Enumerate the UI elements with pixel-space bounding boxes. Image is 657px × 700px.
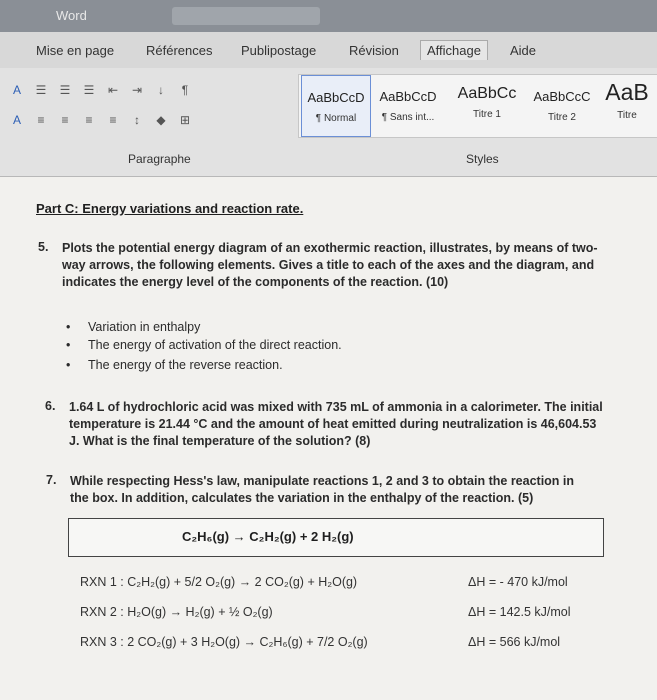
paragraph-group-label: Paragraphe [128,152,191,166]
shading-icon[interactable]: ◆ [156,113,166,127]
style-name: Titre 1 [473,109,501,120]
target-reaction-box [68,518,604,557]
q7-number: 7. [46,473,57,487]
rxn-3: RXN 3 : 2 CO₂(g) + 3 H₂O(g) → C₂H₆(g) + 7/2 O₂(g) [80,635,368,649]
style-sample: AaBbCcD [379,89,437,104]
multilevel-list-icon[interactable]: ☰ [83,83,95,97]
line-spacing-icon[interactable]: ↕ [134,113,140,127]
sort-icon[interactable]: ↓ [158,83,164,97]
q5-text: Plots the potential energy diagram of an exothermic reaction, illustrates, by means of two-way arrows, the following elements. Gives a title to each of the axes and the diagram, and indicates the energy level of the components of the reaction. (10) [62,241,598,289]
styles-gallery [298,74,657,138]
align-right-icon[interactable]: ≡ [85,113,93,127]
style-heading2[interactable] [527,75,597,135]
q6-text: 1.64 L of hydrochloric acid was mixed with 735 mL of ammonia in a calorimeter. The initial temperature is 21.44 °C and the amount of heat emitted during neutralization is 46,604.53 J. What is the final temperature of the solution? (8) [69,400,603,448]
pilcrow-icon[interactable]: ¶ [181,83,189,97]
style-name: Titre [617,110,637,121]
app-title: Word [56,8,87,23]
search-box[interactable] [172,7,320,25]
style-sample: AaBbCc [457,85,517,102]
style-sample: AaBbCcD [307,90,365,105]
title-bar [0,0,657,32]
tab-layout[interactable]: Mise en page [36,43,115,58]
q5-bullet-2: • The energy of activation of the direct reaction. [88,337,538,354]
rxn-1: RXN 1 : C₂H₂(g) + 5/2 O₂(g) → 2 CO₂(g) + H₂O(g) [80,575,358,589]
text-effects-icon[interactable]: A [12,83,21,97]
style-sample: AaB [605,79,649,105]
numbering-icon[interactable]: ☰ [59,83,71,97]
style-name: ¶ Normal [315,113,357,124]
tab-mailings[interactable]: Publipostage [241,43,317,58]
target-reaction: C₂H₆(g) → C₂H₂(g) + 2 H₂(g) [182,529,354,544]
style-name: Titre 2 [548,112,576,123]
tab-view[interactable]: Affichage [420,40,488,60]
ribbon [0,68,657,177]
rxn-2: RXN 2 : H₂O(g) → H₂(g) + ½ O₂(g) [80,605,273,619]
justify-icon[interactable]: ≡ [109,113,117,127]
align-left-icon[interactable]: ≡ [37,113,45,127]
tab-help[interactable]: Aide [510,43,537,58]
styles-group-label: Styles [466,152,499,166]
font-color-icon[interactable]: A [12,113,21,127]
bullets-icon[interactable]: ☰ [35,83,47,97]
align-center-icon[interactable]: ≡ [61,113,69,127]
rxn-1-enthalpy: ΔH = - 470 kJ/mol [468,575,568,589]
decrease-indent-icon[interactable]: ⇤ [107,83,119,97]
style-sample: AaBbCcC [533,89,591,104]
rxn-2-enthalpy: ΔH = 142.5 kJ/mol [468,605,571,619]
rxn-3-enthalpy: ΔH = 566 kJ/mol [468,635,561,649]
section-heading: Part C: Energy variations and reaction rate. [36,201,304,216]
q7-text: While respecting Hess's law, manipulate reactions 1, 2 and 3 to obtain the reaction in the box. In addition, calculates the variation in the enthalpy of the reaction. (5) [70,474,575,505]
borders-icon[interactable]: ⊞ [179,113,191,127]
style-normal[interactable] [301,75,371,137]
style-name: ¶ Sans int... [381,112,435,123]
q5-bullet-3: • The energy of the reverse reaction. [88,357,538,374]
q6-number: 6. [45,399,56,413]
q5-number: 5. [38,240,49,254]
tab-review[interactable]: Révision [349,43,399,58]
document-page[interactable] [0,177,657,700]
increase-indent-icon[interactable]: ⇥ [131,83,143,97]
style-heading1[interactable] [449,75,525,135]
ribbon-tabs [0,32,657,69]
q5-bullet-1: • Variation in enthalpy [88,319,538,336]
style-title[interactable] [599,75,655,135]
tab-references[interactable]: Références [146,43,213,58]
status-bar [0,685,657,700]
style-no-spacing[interactable] [373,75,443,135]
